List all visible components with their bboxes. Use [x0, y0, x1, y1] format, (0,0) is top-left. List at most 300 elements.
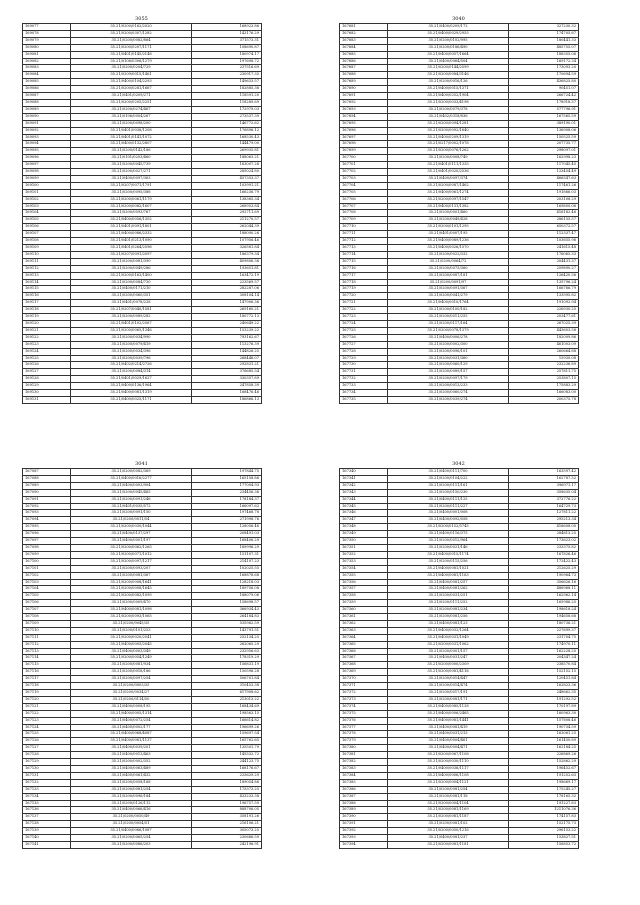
table-row	[23, 396, 262, 403]
code-cell: 35.21/0200/0034/396	[71, 348, 192, 355]
record-id-cell: 167727	[340, 341, 388, 348]
table-row	[340, 341, 579, 348]
record-id-cell: 167087	[23, 469, 71, 476]
amount-cell: 186379.34	[192, 251, 262, 258]
record-id-cell: 167376	[340, 717, 388, 724]
table-row	[23, 369, 262, 376]
amount-cell: 204431.37	[509, 258, 579, 265]
code-cell: 35.21/0200/0205/2251	[71, 99, 192, 106]
code-cell: 35.21/0200/0033/4198	[388, 99, 509, 106]
code-cell: 35.21/0200/0095/388	[71, 189, 192, 196]
record-id-cell: 169100	[23, 182, 71, 189]
record-id-cell: 167127	[23, 745, 71, 752]
code-cell: 35.21/0200/0034/990	[71, 334, 192, 341]
record-id-cell: 169098	[23, 169, 71, 176]
amount-cell: 165986.25	[509, 600, 579, 607]
code-cell: 35.21/0400/0005/2045	[71, 641, 192, 648]
table-row	[340, 531, 579, 538]
table-row	[23, 779, 262, 786]
record-id-cell: 167386	[340, 786, 388, 793]
code-cell: 35.21/0400/0016/2277	[71, 475, 192, 482]
record-id-cell: 167361	[340, 614, 388, 621]
record-id-cell: 167104	[23, 586, 71, 593]
record-id-cell: 167685	[340, 51, 388, 58]
code-cell: 35.21/0400/0081/1163	[388, 572, 509, 579]
record-id-cell: 167707	[340, 203, 388, 210]
record-id-cell: 167722	[340, 307, 388, 314]
amount-cell: 238570.84	[509, 662, 579, 669]
record-id-cell: 169079	[23, 37, 71, 44]
code-cell: 35.21/0200/0014/447	[388, 676, 509, 683]
record-id-cell: 167363	[340, 627, 388, 634]
code-cell: 35.21/0400/0006/278	[388, 334, 509, 341]
amount-cell: 203108.29	[509, 196, 579, 203]
amount-cell: 232956.63	[192, 648, 262, 655]
record-id-cell: 169125	[23, 355, 71, 362]
amount-cell: 282287.06	[192, 286, 262, 293]
amount-cell: 173093.20	[509, 65, 579, 72]
record-id-cell: 167717	[340, 272, 388, 279]
record-id-cell: 167092	[23, 503, 71, 510]
table-row	[340, 807, 579, 814]
record-id-cell: 169124	[23, 348, 71, 355]
sheet-bottom-right	[339, 460, 578, 849]
code-cell: 35.21/0400/0137/297	[71, 531, 192, 538]
record-id-cell: 167124	[23, 724, 71, 731]
table-row	[340, 231, 579, 238]
code-cell: 35.21/0400/0003/904	[71, 482, 192, 489]
table-row	[340, 745, 579, 752]
amount-cell: 165762.65	[192, 738, 262, 745]
table-row	[23, 482, 262, 489]
record-id-cell: 167358	[340, 593, 388, 600]
table-row	[340, 814, 579, 821]
table-row	[340, 86, 579, 93]
amount-cell: 166097.63	[192, 503, 262, 510]
record-id-cell: 167093	[23, 510, 71, 517]
code-cell: 35.21/0400/0097/363	[71, 175, 192, 182]
amount-cell: 162228.25	[509, 648, 579, 655]
record-id-cell: 169088	[23, 99, 71, 106]
record-id-cell: 167349	[340, 531, 388, 538]
table-row	[340, 524, 579, 531]
code-cell: 35.21/0200/0281/1667	[71, 86, 192, 93]
table-row	[23, 99, 262, 106]
record-id-cell: 169101	[23, 189, 71, 196]
record-id-cell: 167691	[340, 93, 388, 100]
amount-cell: 242196.91	[192, 841, 262, 848]
table-row	[23, 169, 262, 176]
code-cell: 35.21/0200/0081/254	[71, 786, 192, 793]
amount-cell: 330357.89	[192, 376, 262, 383]
table-row	[340, 286, 579, 293]
amount-cell: 285024.80	[192, 169, 262, 176]
record-id-cell: 167113	[23, 648, 71, 655]
table-row	[340, 517, 579, 524]
record-id-cell: 167097	[23, 538, 71, 545]
table-row	[23, 669, 262, 676]
table-row	[340, 279, 579, 286]
code-cell: 35.21/0200/0111/252	[388, 600, 509, 607]
table-row	[23, 593, 262, 600]
record-id-cell: 169096	[23, 155, 71, 162]
table-row	[23, 786, 262, 793]
record-id-cell: 167384	[340, 772, 388, 779]
amount-cell: 259890.27	[509, 265, 579, 272]
code-cell: 35.21/0200/0096/184	[71, 793, 192, 800]
table-row	[23, 759, 262, 766]
record-id-cell: 167131	[23, 772, 71, 779]
table-row	[23, 814, 262, 821]
code-cell: 35.21/0400/0056/1302	[71, 217, 192, 224]
amount-cell: 153239.22	[192, 327, 262, 334]
table-row	[23, 196, 262, 203]
amount-cell: 409806.36	[192, 258, 262, 265]
amount-cell: 143791.51	[192, 627, 262, 634]
amount-cell: 433233.38	[192, 793, 262, 800]
table-row	[23, 600, 262, 607]
record-id-cell: 167344	[340, 496, 388, 503]
record-id-cell: 167390	[340, 814, 388, 821]
amount-cell: 240649.22	[192, 320, 262, 327]
code-cell: 35.21/0200/0039/274	[388, 396, 509, 403]
amount-cell: 166236.79	[192, 189, 262, 196]
code-cell: 35.21/0400/0086/2332	[71, 231, 192, 238]
table-row	[23, 765, 262, 772]
record-id-cell: 167393	[340, 835, 388, 842]
table-row	[340, 362, 579, 369]
amount-cell: 166083.00	[509, 390, 579, 397]
code-cell: 35.21/0200/0114/50	[71, 696, 192, 703]
code-cell: 35.21/0200/0060/351	[71, 293, 192, 300]
sheet-title: 3040	[452, 16, 465, 22]
amount-cell: 257811.75	[509, 369, 579, 376]
records-table	[22, 468, 262, 849]
code-cell: 35.21/0200/0031/1062	[388, 641, 509, 648]
table-row	[340, 396, 579, 403]
code-cell: 35.21/0400/0081/262	[388, 586, 509, 593]
amount-cell: 163061.25	[509, 731, 579, 738]
amount-cell: 269935.81	[192, 148, 262, 155]
record-id-cell: 167730	[340, 362, 388, 369]
code-cell: 35.21/0200/0008/749	[388, 155, 509, 162]
record-id-cell: 169080	[23, 44, 71, 51]
code-cell: 35.21/0200/0045/739	[71, 162, 192, 169]
code-cell: 35.21/0200/0067/1108	[388, 752, 509, 759]
table-row	[23, 175, 262, 182]
table-row	[340, 245, 579, 252]
code-cell: 35.21/0200/0071/1012	[71, 551, 192, 558]
table-row	[23, 37, 262, 44]
code-cell: 35.21/0200/0031/360	[388, 355, 509, 362]
record-id-cell: 167729	[340, 355, 388, 362]
code-cell: 35.21/0401/0007/195	[388, 231, 509, 238]
table-row	[23, 724, 262, 731]
amount-cell: 358635.04	[509, 489, 579, 496]
code-cell: 35.21/0400/0081/419	[388, 724, 509, 731]
amount-cell: 174970.11	[509, 641, 579, 648]
record-id-cell: 167111	[23, 634, 71, 641]
record-id-cell: 167720	[340, 293, 388, 300]
amount-cell: 156831.19	[192, 662, 262, 669]
amount-cell: 168176.67	[192, 765, 262, 772]
record-id-cell: 169116	[23, 293, 71, 300]
record-id-cell: 169102	[23, 196, 71, 203]
table-row	[340, 593, 579, 600]
amount-cell: 226869.26	[509, 752, 579, 759]
code-cell: 35.21/0200/0054/1249	[71, 655, 192, 662]
amount-cell: 197468.78	[192, 510, 262, 517]
amount-cell: 366934.43	[192, 607, 262, 614]
code-cell: 35.21/0401/0264/2596	[71, 245, 192, 252]
record-id-cell: 167346	[340, 510, 388, 517]
amount-cell: 216106.21	[192, 821, 262, 828]
code-cell: 35.21/0200/0101/253	[71, 627, 192, 634]
record-id-cell: 169105	[23, 217, 71, 224]
record-id-cell: 169087	[23, 93, 71, 100]
code-cell: 35.21/0200/0034/27	[71, 690, 192, 697]
table-row	[23, 648, 262, 655]
amount-cell: 273537.39	[192, 113, 262, 120]
record-id-cell: 169094	[23, 141, 71, 148]
table-row	[23, 376, 262, 383]
record-id-cell: 169119	[23, 314, 71, 321]
table-row	[340, 327, 579, 334]
amount-cell: 182885.36	[192, 86, 262, 93]
record-id-cell: 167392	[340, 828, 388, 835]
code-cell: 35.21/0200/0102/995	[388, 37, 509, 44]
amount-cell: 126420.56	[509, 272, 579, 279]
code-cell: 35.21/0200/0004/1104	[388, 800, 509, 807]
table-row	[340, 65, 579, 72]
record-id-cell: 169107	[23, 231, 71, 238]
record-id-cell: 167130	[23, 765, 71, 772]
table-row	[23, 210, 262, 217]
code-cell: 35.21/0200/0081/254	[388, 786, 509, 793]
table-row	[23, 238, 262, 245]
code-cell: 35.21/0400/0031/247	[388, 655, 509, 662]
code-cell: 35.21/0200/0093/1065	[71, 614, 192, 621]
table-row	[340, 134, 579, 141]
amount-cell: 252134.25	[192, 634, 262, 641]
table-row	[340, 641, 579, 648]
sheet-bottom-left	[22, 460, 261, 849]
amount-cell: 191092.94	[509, 300, 579, 307]
code-cell: 35.21/0200/0091/367	[388, 286, 509, 293]
code-cell: 35.21/0200/0014/474	[388, 683, 509, 690]
code-cell: 35.21/0400/0008/195	[71, 703, 192, 710]
amount-cell: 194658.68	[509, 614, 579, 621]
code-cell: 35.21/0200/0081/4116	[388, 669, 509, 676]
amount-cell: 136908.06	[509, 127, 579, 134]
amount-cell: 152175.73	[509, 821, 579, 828]
code-cell: 35.21/0400/0209/172	[388, 24, 509, 31]
amount-cell: 176896.12	[192, 127, 262, 134]
record-id-cell: 167360	[340, 607, 388, 614]
table-row	[340, 710, 579, 717]
code-cell: 35.21/0200/0082/864	[71, 37, 192, 44]
amount-cell: 177004.93	[192, 482, 262, 489]
code-cell: 35.21/0400/0081/1441	[388, 717, 509, 724]
record-id-cell: 167368	[340, 662, 388, 669]
amount-cell: 162962.14	[509, 593, 579, 600]
code-cell: 35.21/0200/0008/1645	[71, 586, 192, 593]
table-row	[340, 655, 579, 662]
record-id-cell: 167350	[340, 538, 388, 545]
table-row	[23, 231, 262, 238]
code-cell: 35.21/0400/0015/1371	[388, 86, 509, 93]
code-cell: 35.21/0200/0002/352	[71, 759, 192, 766]
table-row	[23, 821, 262, 828]
table-row	[23, 710, 262, 717]
table-row	[340, 565, 579, 572]
code-cell: 35.21/0200/0144/2599	[388, 65, 509, 72]
table-row	[340, 162, 579, 169]
record-id-cell: 167117	[23, 676, 71, 683]
code-cell: 35.21/0200/0011/54	[71, 517, 192, 524]
table-row	[340, 30, 579, 37]
amount-cell: 90451.07	[509, 86, 579, 93]
amount-cell: 227699.37	[509, 627, 579, 634]
table-row	[340, 72, 579, 79]
amount-cell: 203477.61	[509, 314, 579, 321]
table-row	[340, 169, 579, 176]
table-row	[23, 155, 262, 162]
amount-cell: 310453.38	[192, 683, 262, 690]
amount-cell: 241615.48	[509, 245, 579, 252]
table-row	[23, 24, 262, 31]
code-cell: 35.21/0400/0063/489	[71, 765, 192, 772]
amount-cell: 284813.25	[509, 531, 579, 538]
record-id-cell: 167116	[23, 669, 71, 676]
amount-cell: 191252.63	[509, 772, 579, 779]
record-id-cell: 167140	[23, 835, 71, 842]
record-id-cell: 167107	[23, 607, 71, 614]
code-cell: 35.21/0200/0093/767	[71, 210, 192, 217]
table-row	[340, 676, 579, 683]
table-row	[340, 793, 579, 800]
record-id-cell: 167690	[340, 86, 388, 93]
record-id-cell: 167365	[340, 641, 388, 648]
table-row	[23, 469, 262, 476]
code-cell: 35.21/0400/0036/1117	[388, 765, 509, 772]
record-id-cell: 167387	[340, 793, 388, 800]
record-id-cell: 167348	[340, 524, 388, 531]
record-id-cell: 167354	[340, 565, 388, 572]
code-cell: 35.21/0400/0252/1904	[388, 93, 509, 100]
amount-cell: 457353.37	[192, 175, 262, 182]
record-id-cell: 169120	[23, 320, 71, 327]
amount-cell: 169172.34	[509, 58, 579, 65]
table-row	[340, 376, 579, 383]
amount-cell: 163472.19	[192, 272, 262, 279]
amount-cell: 466547.63	[509, 175, 579, 182]
code-cell: 35.21/0400/0061/432	[71, 772, 192, 779]
code-cell: 35.21/0400/0013/463	[71, 752, 192, 759]
code-cell: 35.21/0200/0163/1400	[71, 272, 192, 279]
record-id-cell: 169092	[23, 127, 71, 134]
code-cell: 35.21/0200/0082/369	[71, 469, 192, 476]
record-id-cell: 167105	[23, 593, 71, 600]
code-cell: 35.21/0400/0003/349	[71, 648, 192, 655]
code-cell: 35.21/0200/0101/1295	[388, 224, 509, 231]
amount-cell: 103991.21	[192, 182, 262, 189]
amount-cell: 168476.46	[192, 390, 262, 397]
amount-cell: 212625.29	[509, 565, 579, 572]
amount-cell: 198618.24	[509, 607, 579, 614]
table-row	[340, 696, 579, 703]
record-id-cell: 169086	[23, 86, 71, 93]
table-row	[340, 614, 579, 621]
code-cell: 35.21/0200/0001/157	[388, 648, 509, 655]
record-id-cell: 167704	[340, 182, 388, 189]
code-cell: 35.21/0200/0049/428	[388, 217, 509, 224]
code-cell: 35.21/0400/0031/213	[388, 731, 509, 738]
amount-cell: 178184.37	[192, 496, 262, 503]
amount-cell: 197698.72	[192, 58, 262, 65]
record-id-cell: 167682	[340, 30, 388, 37]
table-row	[23, 72, 262, 79]
table-row	[23, 634, 262, 641]
record-id-cell: 167353	[340, 558, 388, 565]
record-id-cell: 169117	[23, 300, 71, 307]
amount-cell: 188063.21	[192, 155, 262, 162]
record-id-cell: 167135	[23, 800, 71, 807]
record-id-cell: 167708	[340, 210, 388, 217]
table-row	[340, 238, 579, 245]
code-cell: 35.21/0400/0081/237	[388, 835, 509, 842]
amount-cell: 188090.26	[192, 231, 262, 238]
amount-cell: 175245.27	[509, 786, 579, 793]
table-row	[23, 106, 262, 113]
table-row	[340, 482, 579, 489]
record-id-cell: 167374	[340, 703, 388, 710]
table-row	[340, 690, 579, 697]
record-id-cell: 167375	[340, 710, 388, 717]
record-id-cell: 169091	[23, 120, 71, 127]
code-cell: 35.21/0200/0082/1607	[71, 203, 192, 210]
amount-cell: 292711.69	[192, 210, 262, 217]
code-cell: 35.21/0400/0132/2807	[71, 141, 192, 148]
table-row	[340, 58, 579, 65]
record-id-cell: 169084	[23, 72, 71, 79]
code-cell: 35.21/0200/0307/1282	[71, 30, 192, 37]
code-cell: 35.21/0200/0126/112	[71, 800, 192, 807]
table-row	[23, 51, 262, 58]
table-row	[23, 79, 262, 86]
table-row	[340, 210, 579, 217]
record-id-cell: 167719	[340, 286, 388, 293]
amount-cell: 144479.00	[192, 141, 262, 148]
amount-cell: 145532.72	[192, 752, 262, 759]
record-id-cell: 167119	[23, 690, 71, 697]
record-id-cell: 167343	[340, 489, 388, 496]
table-row	[23, 544, 262, 551]
code-cell: 35.21/0400/0004/461	[388, 738, 509, 745]
code-cell: 35.21/0200/0207/1171	[71, 44, 192, 51]
code-cell: 35.21/0400/0097/374	[388, 175, 509, 182]
record-id-cell: 167128	[23, 752, 71, 759]
amount-cell: 888706.05	[192, 807, 262, 814]
amount-cell: 113276.39	[192, 341, 262, 348]
table-row	[23, 141, 262, 148]
table-row	[23, 662, 262, 669]
record-id-cell: 167718	[340, 279, 388, 286]
table-row	[340, 786, 579, 793]
table-row	[340, 293, 579, 300]
amount-cell: 147906.36	[192, 300, 262, 307]
code-cell: 35.21/0200/0097/254	[71, 676, 192, 683]
